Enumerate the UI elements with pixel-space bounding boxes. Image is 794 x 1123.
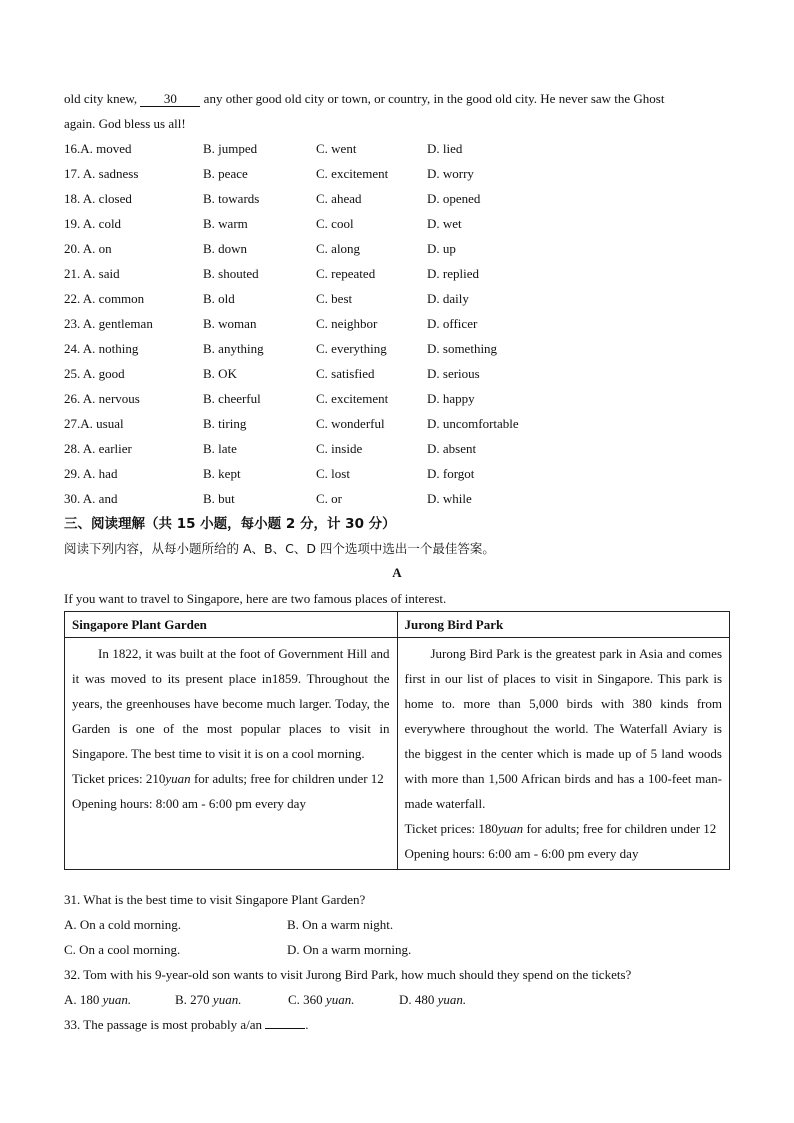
q24-option-c: C. everything bbox=[316, 341, 387, 356]
q20-option-a: 20. A. on bbox=[64, 241, 112, 256]
q17-option-c: C. excitement bbox=[316, 166, 389, 181]
q22-option-c: C. best bbox=[316, 291, 353, 306]
question-32: 32. Tom with his 9-year-old son wants to visit Jurong Bird Park, how much should they spend on the tickets? bbox=[64, 967, 632, 982]
section-instruction: 阅读下列内容，从每小题所给的 A、B、C、D 四个选项中选出一个最佳答案。 bbox=[64, 541, 495, 556]
q25-option-b: B. OK bbox=[203, 366, 237, 381]
q32-option-a: A. 180 yuan. bbox=[64, 992, 132, 1007]
q17-option-d: D. worry bbox=[427, 166, 474, 181]
q21-option-a: 21. A. said bbox=[64, 266, 120, 281]
places-table bbox=[64, 611, 730, 870]
bird-park-cell bbox=[397, 638, 730, 870]
q21-option-d: D. replied bbox=[427, 266, 479, 281]
q27-option-c: C. wonderful bbox=[316, 416, 385, 431]
q22-option-d: D. daily bbox=[427, 291, 469, 306]
q28-option-d: D. absent bbox=[427, 441, 477, 456]
q22-option-b: B. old bbox=[203, 291, 235, 306]
q21-option-c: C. repeated bbox=[316, 266, 376, 281]
q18-option-b: B. towards bbox=[203, 191, 260, 206]
table-header-plant-garden: Singapore Plant Garden bbox=[65, 612, 398, 638]
table-header-bird-park: Jurong Bird Park bbox=[397, 612, 730, 638]
q31-option-b: B. On a warm night. bbox=[287, 917, 394, 932]
q33-answer-blank bbox=[265, 1016, 305, 1029]
q30-option-a: 30. A. and bbox=[64, 491, 118, 506]
q16-option-a: 16.A. moved bbox=[64, 141, 132, 156]
q16-option-c: C. went bbox=[316, 141, 357, 156]
q20-option-b: B. down bbox=[203, 241, 248, 256]
q25-option-d: D. serious bbox=[427, 366, 480, 381]
q16-option-b: B. jumped bbox=[203, 141, 258, 156]
plant-garden-cell bbox=[65, 638, 398, 870]
q17-option-a: 17. A. sadness bbox=[64, 166, 139, 181]
q27-option-d: D. uncomfortable bbox=[427, 416, 519, 431]
q25-option-a: 25. A. good bbox=[64, 366, 125, 381]
q16-option-d: D. lied bbox=[427, 141, 463, 156]
q30-option-b: B. but bbox=[203, 491, 235, 506]
bird-park-ticket: Ticket prices: 180yuan for adults; free for children under 12 bbox=[404, 821, 717, 836]
q31-option-d: D. On a warm morning. bbox=[287, 942, 412, 957]
q23-option-d: D. officer bbox=[427, 316, 478, 331]
q29-option-c: C. lost bbox=[316, 466, 350, 481]
q28-option-a: 28. A. earlier bbox=[64, 441, 132, 456]
q32-option-c: C. 360 yuan. bbox=[288, 992, 355, 1007]
q27-option-b: B. tiring bbox=[203, 416, 247, 431]
q23-option-b: B. woman bbox=[203, 316, 257, 331]
q19-option-b: B. warm bbox=[203, 216, 248, 231]
q19-option-a: 19. A. cold bbox=[64, 216, 122, 231]
q22-option-a: 22. A. common bbox=[64, 291, 145, 306]
section-title: 三、阅读理解（共 15 小题，每小题 2 分，计 30 分） bbox=[64, 516, 396, 532]
q18-option-d: D. opened bbox=[427, 191, 481, 206]
q26-option-b: B. cheerful bbox=[203, 391, 261, 406]
q26-option-c: C. excitement bbox=[316, 391, 389, 406]
question-31: 31. What is the best time to visit Singapore Plant Garden? bbox=[64, 892, 366, 907]
q24-option-d: D. something bbox=[427, 341, 498, 356]
q24-option-b: B. anything bbox=[203, 341, 264, 356]
q28-option-b: B. late bbox=[203, 441, 237, 456]
q29-option-a: 29. A. had bbox=[64, 466, 118, 481]
question-33: 33. The passage is most probably a/an . bbox=[64, 1017, 309, 1032]
passage-label: A bbox=[392, 565, 402, 580]
q29-option-b: B. kept bbox=[203, 466, 241, 481]
plant-garden-description: In 1822, it was built at the foot of Government Hill and it was moved to its present place in1859. Throughout the years, the greenhouses have become much larger. Today, the Garden is one of the most popular places to visit in Singapore. The best time to visit it is on a cool morning. bbox=[72, 646, 390, 761]
q20-option-d: D. up bbox=[427, 241, 456, 256]
q30-option-c: C. or bbox=[316, 491, 342, 506]
q26-option-d: D. happy bbox=[427, 391, 475, 406]
q18-option-c: C. ahead bbox=[316, 191, 362, 206]
plant-garden-hours: Opening hours: 8:00 am - 6:00 pm every day bbox=[72, 796, 306, 811]
q18-option-a: 18. A. closed bbox=[64, 191, 132, 206]
cloze-blank-30: 30 bbox=[140, 92, 200, 107]
q28-option-c: C. inside bbox=[316, 441, 363, 456]
q29-option-d: D. forgot bbox=[427, 466, 475, 481]
q21-option-b: B. shouted bbox=[203, 266, 259, 281]
q23-option-a: 23. A. gentleman bbox=[64, 316, 153, 331]
passage-intro: If you want to travel to Singapore, here are two famous places of interest. bbox=[64, 591, 447, 606]
q25-option-c: C. satisfied bbox=[316, 366, 375, 381]
q24-option-a: 24. A. nothing bbox=[64, 341, 139, 356]
bird-park-description: Jurong Bird Park is the greatest park in Asia and comes first in our list of places to visit in Singapore. This park is home to. more than 5,000 birds with 380 kinds from everywhere throughout the world. The Waterfall Aviary is the biggest in the center which is made up of 5 land woods with more than 1,500 African birds and has a 100-feet man-made waterfall. bbox=[404, 646, 722, 811]
q17-option-b: B. peace bbox=[203, 166, 248, 181]
cloze-suffix: any other good old city or town, or country, in the good old city. He never saw the Ghost bbox=[203, 91, 665, 106]
q19-option-d: D. wet bbox=[427, 216, 462, 231]
cloze-line-2: again. God bless us all! bbox=[64, 116, 186, 131]
q32-option-b: B. 270 yuan. bbox=[175, 992, 242, 1007]
q20-option-c: C. along bbox=[316, 241, 361, 256]
cloze-passage-end bbox=[64, 90, 664, 108]
q31-option-a: A. On a cold morning. bbox=[64, 917, 181, 932]
q19-option-c: C. cool bbox=[316, 216, 354, 231]
q27-option-a: 27.A. usual bbox=[64, 416, 124, 431]
q30-option-d: D. while bbox=[427, 491, 472, 506]
plant-garden-ticket: Ticket prices: 210yuan for adults; free for children under 12 bbox=[72, 771, 384, 786]
q31-option-c: C. On a cool morning. bbox=[64, 942, 181, 957]
q32-option-d: D. 480 yuan. bbox=[399, 992, 467, 1007]
cloze-prefix: old city knew, bbox=[64, 91, 138, 106]
bird-park-hours: Opening hours: 6:00 am - 6:00 pm every day bbox=[404, 846, 639, 861]
q23-option-c: C. neighbor bbox=[316, 316, 378, 331]
q26-option-a: 26. A. nervous bbox=[64, 391, 140, 406]
